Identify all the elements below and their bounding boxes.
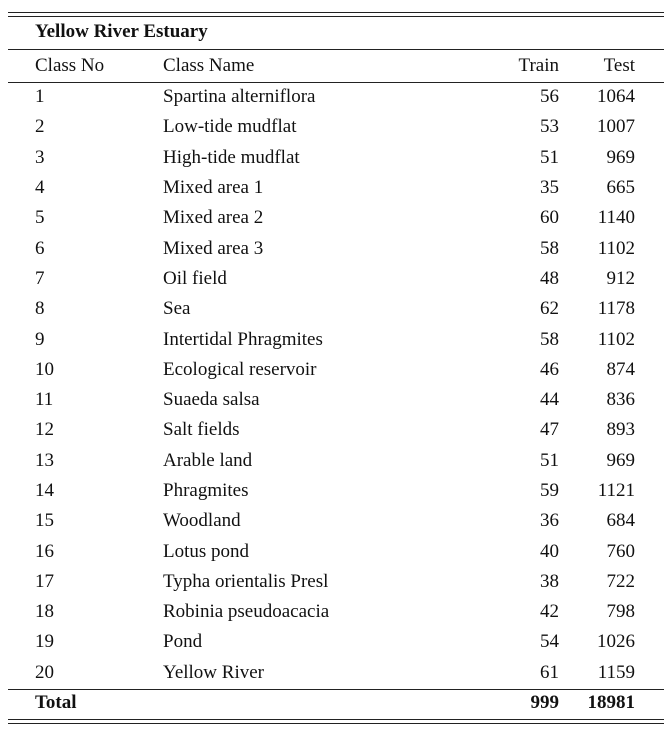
class-name-cell: Yellow River xyxy=(163,661,264,683)
top-rule-inner xyxy=(8,16,664,17)
total-rule xyxy=(8,689,664,690)
table-row xyxy=(8,536,664,566)
class-no-cell: 17 xyxy=(35,570,54,592)
class-name-cell: Phragmites xyxy=(163,480,249,501)
train-cell: 46 xyxy=(540,358,559,380)
train-cell: 44 xyxy=(540,389,559,411)
table-row xyxy=(8,567,664,597)
class-no-cell: 10 xyxy=(35,358,54,380)
class-name-cell: Ecological reservoir xyxy=(163,358,317,380)
train-cell: 62 xyxy=(540,298,559,320)
test-cell: 798 xyxy=(606,601,635,623)
test-cell: 684 xyxy=(606,510,635,532)
test-cell: 1140 xyxy=(597,207,635,229)
class-name-cell: Mixed area 2 xyxy=(163,207,264,229)
class-no-cell: 19 xyxy=(35,631,54,653)
table-row xyxy=(8,294,664,324)
class-name-cell: Sea xyxy=(163,298,191,320)
class-no-cell: 2 xyxy=(35,116,45,138)
class-name-cell: Intertidal Phragmites xyxy=(163,328,323,350)
train-cell: 42 xyxy=(540,601,559,623)
test-cell: 1121 xyxy=(597,480,635,501)
class-name-cell: Woodland xyxy=(163,510,241,532)
class-no-cell: 4 xyxy=(35,177,45,199)
class-name-cell: Mixed area 3 xyxy=(163,237,264,259)
test-cell: 1102 xyxy=(597,328,635,350)
class-name-cell: Oil field xyxy=(163,267,227,289)
class-name-cell: Mixed area 1 xyxy=(163,177,264,199)
total-test: 18981 xyxy=(587,692,635,714)
train-cell: 61 xyxy=(540,661,559,683)
table-row xyxy=(8,233,664,263)
header-rule xyxy=(8,82,664,83)
header-class-no: Class No xyxy=(35,55,105,76)
train-cell: 40 xyxy=(540,540,559,562)
class-no-cell: 6 xyxy=(35,237,45,259)
test-cell: 1178 xyxy=(597,298,635,320)
class-no-cell: 3 xyxy=(35,146,45,168)
test-cell: 1026 xyxy=(597,631,635,653)
test-cell: 836 xyxy=(606,389,635,411)
table-row xyxy=(8,143,664,173)
table-title: Yellow River Estuary xyxy=(35,21,208,42)
train-cell: 36 xyxy=(540,510,559,532)
train-cell: 48 xyxy=(540,267,559,289)
train-cell: 56 xyxy=(540,86,559,108)
train-cell: 47 xyxy=(540,419,559,441)
test-cell: 912 xyxy=(606,267,635,289)
table-row xyxy=(8,264,664,294)
table-row xyxy=(8,385,664,415)
table-row xyxy=(8,597,664,627)
class-no-cell: 5 xyxy=(35,207,45,229)
class-no-cell: 16 xyxy=(35,540,54,562)
test-cell: 1007 xyxy=(597,116,635,138)
class-name-cell: Arable land xyxy=(163,449,253,471)
table-row xyxy=(8,415,664,445)
class-no-cell: 14 xyxy=(35,480,54,501)
class-no-cell: 12 xyxy=(35,419,54,441)
test-cell: 969 xyxy=(606,449,635,471)
train-cell: 51 xyxy=(540,449,559,471)
class-name-cell: Typha orientalis Presl xyxy=(163,570,329,592)
class-name-cell: Spartina alterniflora xyxy=(163,86,316,108)
class-name-cell: High-tide mudflat xyxy=(163,146,300,168)
top-rule-outer xyxy=(8,12,664,13)
table-row xyxy=(8,476,664,506)
table-row xyxy=(8,446,664,476)
class-no-cell: 15 xyxy=(35,510,54,532)
table-body xyxy=(8,82,664,688)
total-label: Total xyxy=(35,692,77,714)
table-row xyxy=(8,82,664,112)
train-cell: 54 xyxy=(540,631,559,653)
class-name-cell: Suaeda salsa xyxy=(163,389,260,411)
train-cell: 59 xyxy=(540,480,559,501)
table-row xyxy=(8,627,664,657)
test-cell: 893 xyxy=(606,419,635,441)
table-row xyxy=(8,173,664,203)
class-name-cell: Salt fields xyxy=(163,419,240,441)
total-row xyxy=(8,688,664,719)
train-cell: 38 xyxy=(540,570,559,592)
test-cell: 722 xyxy=(606,570,635,592)
table-row xyxy=(8,355,664,385)
class-no-cell: 11 xyxy=(35,389,54,411)
header-test: Test xyxy=(603,55,635,76)
test-cell: 874 xyxy=(606,358,635,380)
table-row xyxy=(8,324,664,354)
class-name-cell: Robinia pseudoacacia xyxy=(163,601,330,623)
table-row xyxy=(8,658,664,688)
class-no-cell: 13 xyxy=(35,449,54,471)
train-cell: 58 xyxy=(540,237,559,259)
class-name-cell: Lotus pond xyxy=(163,540,250,562)
class-no-cell: 7 xyxy=(35,267,45,289)
table-row xyxy=(8,506,664,536)
header-class-name: Class Name xyxy=(163,55,255,76)
test-cell: 1159 xyxy=(597,661,635,683)
class-no-cell: 1 xyxy=(35,86,45,108)
test-cell: 760 xyxy=(606,540,635,562)
test-cell: 1102 xyxy=(597,237,635,259)
bottom-rule-inner xyxy=(8,719,664,720)
class-name-cell: Low-tide mudflat xyxy=(163,116,297,138)
table-row xyxy=(8,203,664,233)
train-cell: 58 xyxy=(540,328,559,350)
class-no-cell: 20 xyxy=(35,661,54,683)
test-cell: 1064 xyxy=(597,86,635,108)
total-train: 999 xyxy=(530,692,559,714)
data-table xyxy=(8,50,664,719)
header-row xyxy=(8,50,664,82)
total-name-empty xyxy=(163,688,453,719)
train-cell: 51 xyxy=(540,146,559,168)
test-cell: 969 xyxy=(606,146,635,168)
class-no-cell: 8 xyxy=(35,298,45,320)
test-cell: 665 xyxy=(606,177,635,199)
class-name-cell: Pond xyxy=(163,631,203,653)
class-no-cell: 18 xyxy=(35,601,54,623)
train-cell: 53 xyxy=(540,116,559,138)
header-train: Train xyxy=(518,55,559,76)
bottom-rule-outer xyxy=(8,723,664,724)
train-cell: 60 xyxy=(540,207,559,229)
class-no-cell: 9 xyxy=(35,328,45,350)
train-cell: 35 xyxy=(540,177,559,199)
table-row xyxy=(8,112,664,142)
